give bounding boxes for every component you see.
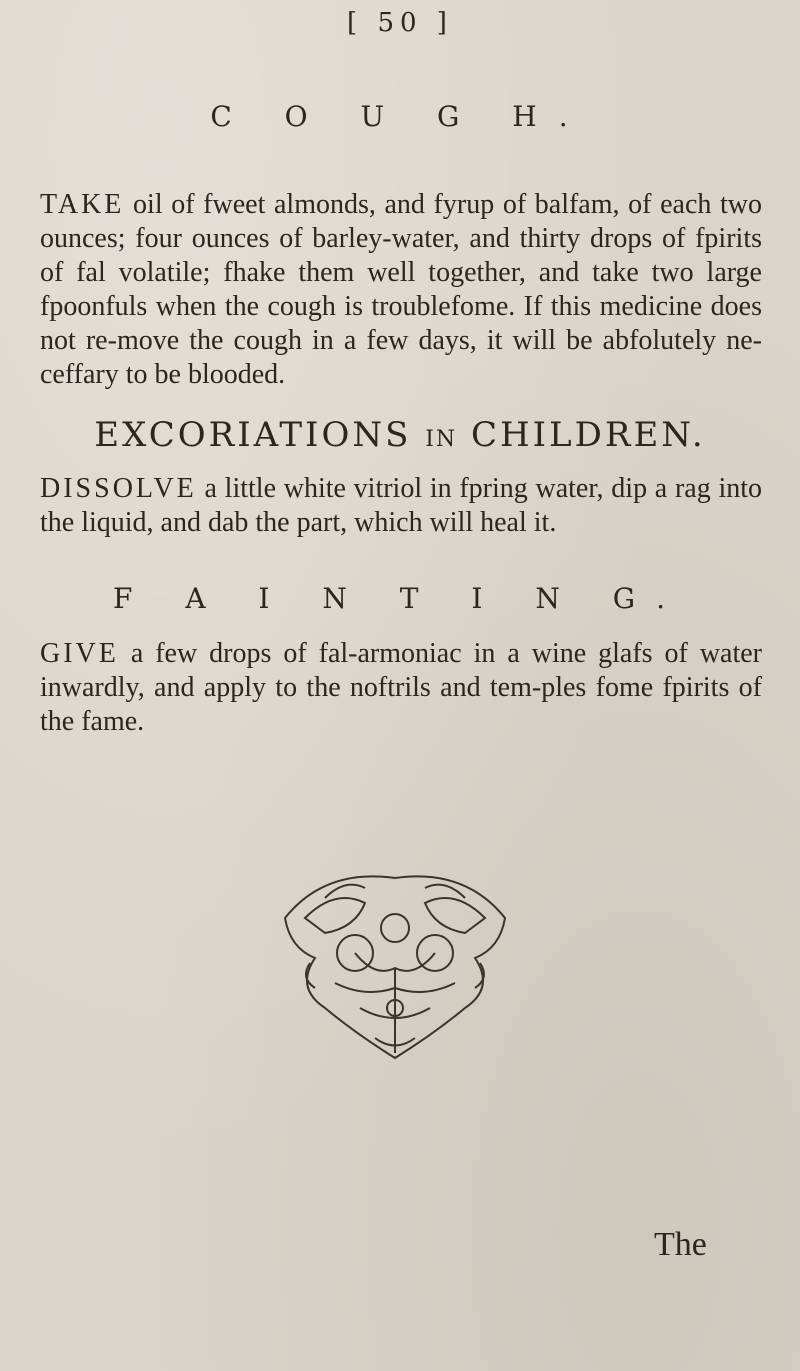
section-heading-excoriations	[0, 415, 800, 455]
lead-word: TAKE	[40, 189, 125, 220]
heading-part: CHILDREN.	[470, 415, 706, 455]
section-heading-fainting: F A I N T I N G.	[112, 582, 688, 615]
section-text-fainting	[40, 637, 762, 739]
paragraph-text: oil of fweet almonds, and fyrup of balfam, of each two ounces; four ounces of barley-water, and thirty drops of fpirits of fal volatile; fhake them well together, and take two large fpoonfuls when the cough is troublefome. If this medicine does not re-move the cough in a few days, it will be abfolutely ne-ceffary to be blooded.	[40, 189, 763, 390]
paragraph-text: a little white vitriol in fpring water, dip a rag into the liquid, and dab the part, which will heal it.	[40, 473, 763, 538]
section-text-excoriations	[40, 472, 762, 540]
lead-word: DISSOLVE	[40, 473, 197, 504]
heading-part: EXCORIATIONS	[94, 415, 412, 455]
section-text-cough	[40, 188, 762, 392]
lead-word: GIVE	[40, 638, 119, 669]
floral-vignette-icon	[265, 858, 525, 1068]
heading-part: IN	[425, 427, 458, 452]
section-heading-cough: C O U G H.	[210, 100, 590, 133]
catchword: The	[654, 1226, 707, 1263]
paragraph-text: a few drops of fal-armoniac in a wine glafs of water inwardly, and apply to the noftrils and tem-ples fome fpirits of the fame.	[40, 638, 762, 737]
page-number: [ 50 ]	[347, 8, 453, 38]
